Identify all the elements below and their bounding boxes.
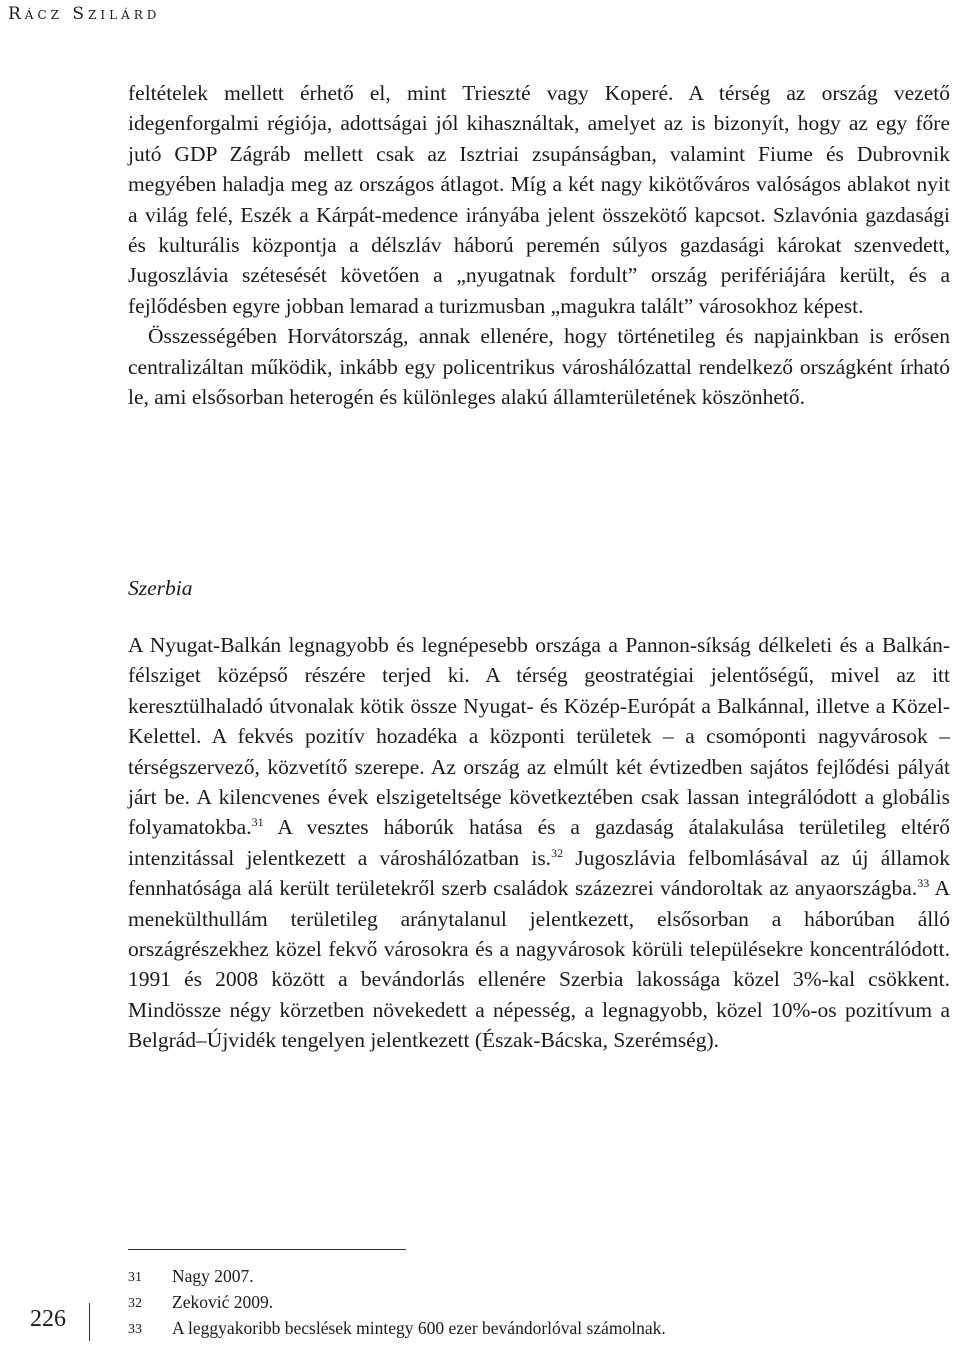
footnote-text: A leggyakoribb becslések mintegy 600 ezer bevándorlóval számolnak.: [172, 1318, 666, 1338]
body-text: [128, 78, 950, 412]
paragraph: [128, 630, 950, 1056]
text-run: A menekülthullám területileg aránytalanul jelentkezett, elsősorban a háborúban álló országrészekhez közel fekvő városokra és a nagyvárosok körüli településekre koncentrálódott. 1991 és 2008 között a bevándorlás ellenére Szerbia lakossága közel 3%-kal csökkent. Mindössze négy körzetben növekedett a népesség, a legnagyobb, közel 10%-os pozitívum a Belgrád–Újvidék tengelyen jelentkezett (Észak-Bácska, Szerémség).: [128, 876, 951, 1053]
text-run: Jugoszlávia felbomlásával az új államok fennhatósága alá került területekről szerb családok százezrei vándoroltak az anyaországba.: [128, 845, 950, 901]
page-number-divider: [89, 1303, 90, 1341]
footnote-ref-31[interactable]: 31: [251, 815, 264, 830]
footnote-text: Zeković 2009.: [172, 1292, 274, 1312]
paragraph: Összességében Horvátország, annak ellenére, hogy történetileg és napjainkban is erősen centralizáltan működik, inkább egy policentrikus városhálózattal rendelkező országként írható le, ami elsősorban heterogén és különleges alakú államterületének köszönhető.: [128, 324, 950, 410]
footnote-text: Nagy 2007.: [172, 1266, 254, 1286]
running-head: Rácz Szilárd: [8, 4, 161, 24]
section-text: [128, 630, 950, 1056]
page-number: 226: [30, 1306, 66, 1332]
text-run: A Nyugat-Balkán legnagyobb és legnépesebb országa a Pannon-síkság délkeleti és a Balkán-félsziget középső részére terjed ki. A térség geostratégiai jelentőségű, mivel az itt keresztülhaladó útvonalak kötik össze Nyugat- és Közép-Európát a Balkánnal, illetve a Közel-Kelettel. A fekvés pozitív hozadéka a központi területek – a csomóponti nagyvárosok – térségszervező, közvetítő szerepe. Az ország az elmúlt két évtizedben sajátos fejlődési pályát járt be. A kilencvenes évek elszigeteltsége következtében csak lassan integrálódott a globális folyamatokba.: [128, 633, 950, 840]
footnote-number: 33: [128, 1322, 142, 1337]
section-title: Szerbia: [128, 576, 193, 600]
footnote: [128, 1290, 666, 1316]
paragraph: feltételek mellett érhető el, mint Trieszté vagy Koperé. A térség az ország vezető idegenforgalmi régiója, adottságai jól kihasználtak, amelyet az is bizonyít, hogy az egy főre jutó GDP Zágráb mellett csak az Isztriai zsupánságban, valamint Fiume és Dubrovnik megyében haladja meg az országos átlagot. Míg a két nagy kikötőváros valóságos ablakot nyit a világ felé, Eszék a Kárpát-medence irányába jelent összekötő kapcsot. Szlavónia gazdasági és kulturális központja a délszláv háború peremén súlyos gazdasági károkat szenvedett, Jugoszlávia szétesését követően a „nyugatnak fordult” ország perifériájára került, és a fejlődésben egyre jobban lemarad a turizmusban „magukra talált” városokhoz képest.: [128, 81, 950, 318]
footnote: [128, 1264, 666, 1290]
footnote-ref-32[interactable]: 32: [551, 845, 564, 860]
footnote-ref-33[interactable]: 33: [917, 876, 930, 891]
footnote-divider: [128, 1249, 406, 1250]
footnote-number: 31: [128, 1270, 142, 1285]
footnote-number: 32: [128, 1296, 142, 1311]
footnote: [128, 1316, 666, 1342]
footnotes: [128, 1264, 666, 1342]
text-run: A vesztes háborúk hatása és a gazdaság átalakulása területileg eltérő intenzitással jelentkezett a városhálózatban is.: [128, 815, 950, 870]
